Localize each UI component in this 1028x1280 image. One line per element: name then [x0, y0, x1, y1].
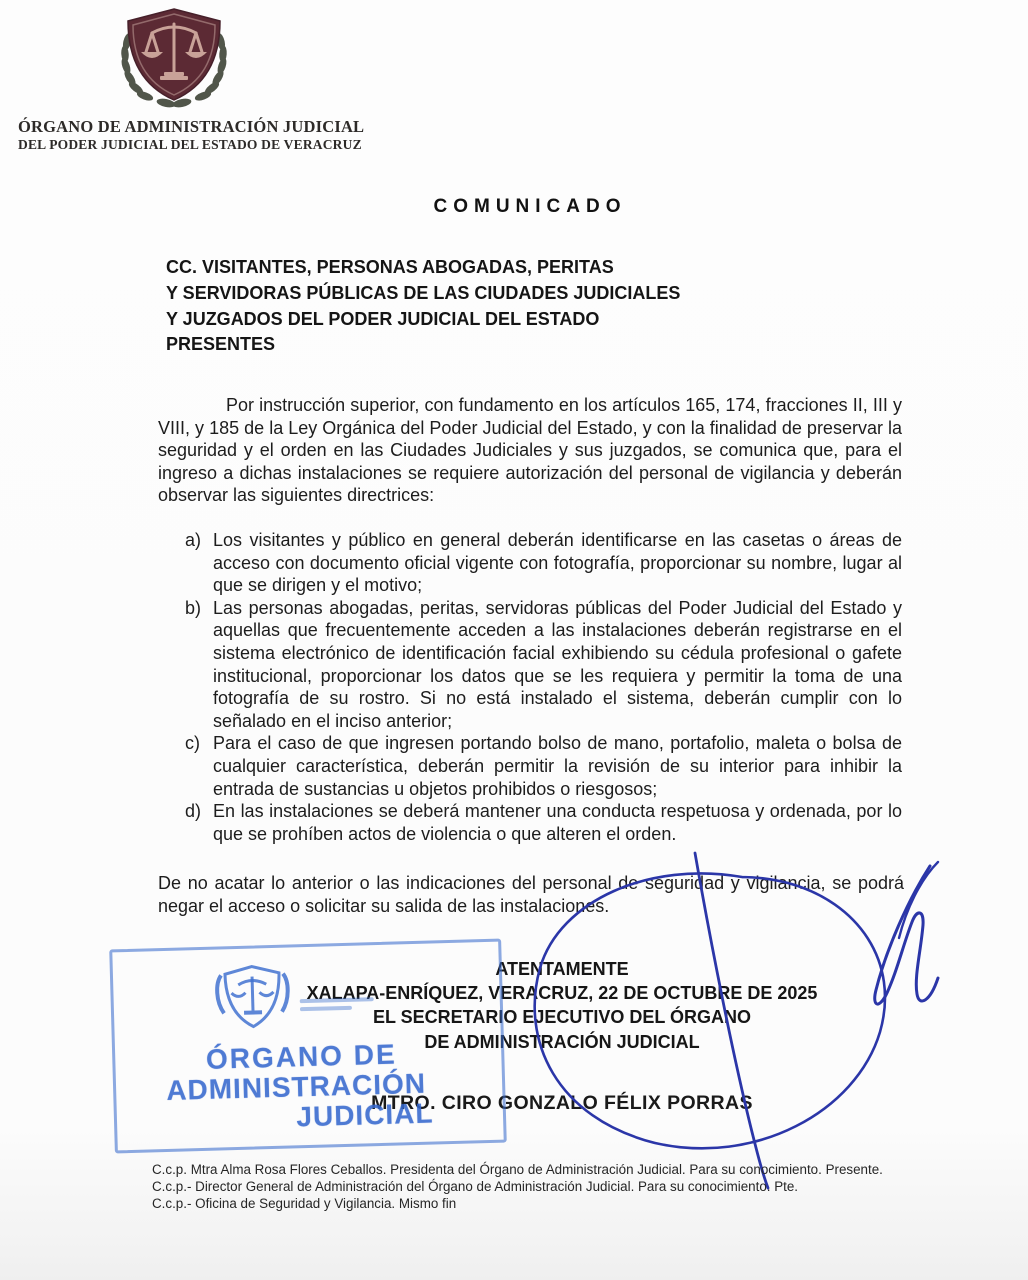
directive-item — [185, 597, 902, 733]
signer-name: MTRO. CIRO GONZALO FÉLIX PORRAS — [371, 1092, 753, 1114]
addressee-line: Y JUZGADOS DEL PODER JUDICIAL DEL ESTADO — [166, 308, 600, 329]
place-date-line: XALAPA-ENRÍQUEZ, VERACRUZ, 22 DE OCTUBRE DE 2025 — [306, 983, 818, 1004]
directive-marker: b) — [185, 597, 202, 618]
salutation: ATENTAMENTE — [495, 959, 629, 979]
justice-scales-logo-icon — [108, 6, 240, 108]
stamp-text-line1: ÓRGANO DE — [205, 1038, 398, 1075]
directive-marker: c) — [185, 733, 200, 754]
intro-paragraph: Por instrucción superior, con fundamento en los artículos 165, 174, fracciones II, III y VIII, y 185 de la Ley Orgánica del Poder Judicial del Estado, y con la finalidad de preservar la seguridad y el orden en las Ciudades Judiciales y sus juzgados, se comunica que, para el ingreso a dichas instalaciones se requiere autorización del personal de vigilancia y deberán observar las siguientes directrices: — [158, 395, 902, 506]
directives-list — [185, 529, 902, 845]
directive-text: Para el caso de que ingresen portando bolso de mano, portafolio, maleta o bolsa de cualquier característica, deberán permitir la revisión de su interior para inhibir la entrada de sustancias u objetos prohibidos o riesgosos; — [213, 733, 902, 799]
org-name-line2: DEL PODER JUDICIAL DEL ESTADO DE VERACRUZ — [18, 137, 362, 152]
signer-title-line2: DE ADMINISTRACIÓN JUDICIAL — [424, 1031, 700, 1052]
directive-text: En las instalaciones se deberá mantener una conducta respetuosa y ordenada, por lo que se prohíben actos de violencia o que alteren el orden. — [213, 801, 902, 844]
addressee-line: CC. VISITANTES, PERSONAS ABOGADAS, PERITAS — [166, 257, 614, 277]
stamp-shield-icon — [209, 959, 297, 1049]
directive-marker: a) — [185, 530, 202, 550]
directive-item — [185, 732, 902, 800]
ccp-line: C.c.p.- Oficina de Seguridad y Vigilancia. Mismo fin — [152, 1196, 457, 1212]
stamp-small-text — [300, 1006, 352, 1011]
ccp-line: C.c.p.- Director General de Administración del Órgano de Administración Judicial. Para su conocimiento. Pte. — [152, 1179, 799, 1195]
ccp-footer — [152, 1161, 952, 1213]
directive-text: Los visitantes y público en general deberán identificarse en las casetas o áreas de acceso con documento oficial vigente con fotografía, proporcionar su nombre, lugar al que se dirigen y el motivo; — [213, 530, 902, 596]
stamp-text-line3: JUDICIAL — [295, 1097, 434, 1133]
directive-item — [185, 800, 902, 845]
stamp-text-line2: ADMINISTRACIÓN — [165, 1067, 427, 1106]
addressee-line: Y SERVIDORAS PÚBLICAS DE LAS CIUDADES JUDICIALES — [166, 282, 681, 303]
directive-item — [185, 529, 902, 597]
org-name-line1: ÓRGANO DE ADMINISTRACIÓN JUDICIAL — [18, 117, 365, 136]
addressee-block — [166, 255, 680, 358]
closing-paragraph: De no acatar lo anterior o las indicaciones del personal de seguridad y vigilancia, se podrá negar el acceso o solicitar su salida de las instalaciones. — [158, 873, 904, 916]
document-title: COMUNICADO — [433, 196, 627, 217]
header-logo-block — [18, 6, 365, 153]
directive-text: Las personas abogadas, peritas, servidoras públicas del Poder Judicial del Estado y aquellas que frecuentemente acceden a las instalaciones deberán registrarse en el sistema electrónico de identificación facial exhibiendo su cédula profesional o gafete institucional, proporcionar los datos que se les requiera y permitir la toma de una fotografía de su rostro. Si no está instalado el sistema, deberán cumplir con lo señalado en el inciso anterior; — [213, 597, 902, 731]
stamp-small-text — [300, 997, 374, 1003]
directive-marker: d) — [185, 801, 202, 822]
signer-title-line1: EL SECRETARIO EJECUTIVO DEL ÓRGANO — [372, 1007, 752, 1028]
official-stamp — [109, 939, 507, 1154]
ccp-line: C.c.p. Mtra Alma Rosa Flores Ceballos. Presidenta del Órgano de Administración Judicial. Para su conocimiento. Presente. — [152, 1162, 883, 1177]
addressee-line: PRESENTES — [166, 334, 276, 355]
